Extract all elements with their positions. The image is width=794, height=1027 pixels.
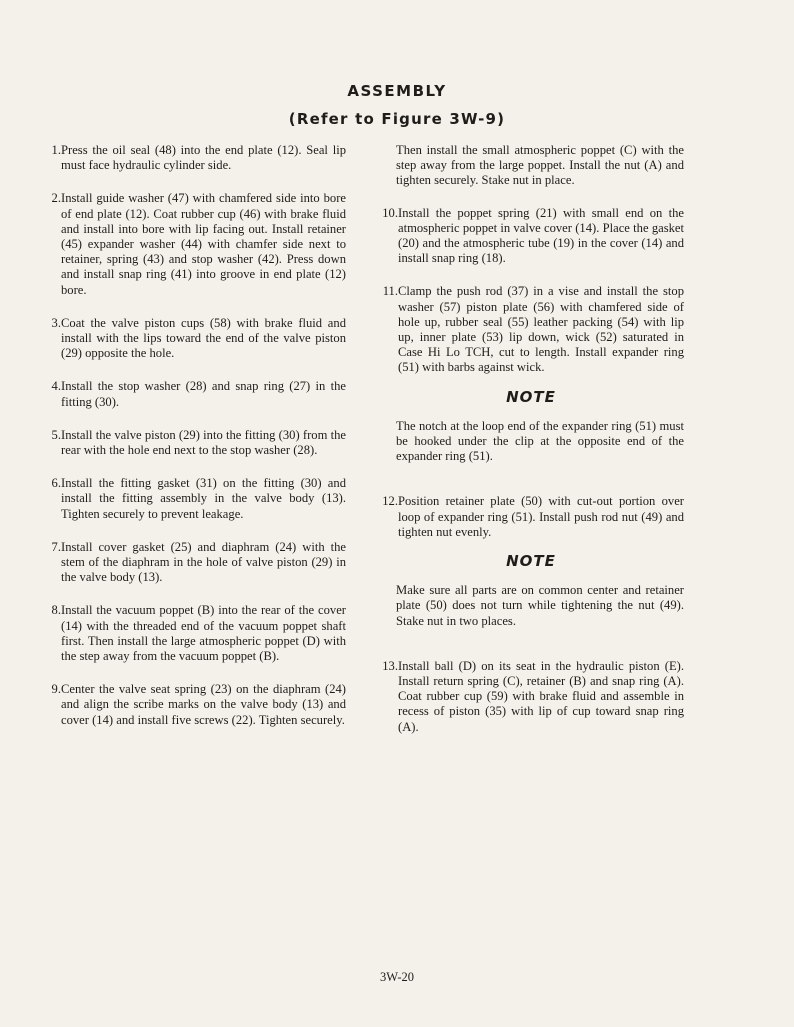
figure-reference: (Refer to Figure 3W-9) [288,110,506,128]
section-title: ASSEMBLY [347,82,447,100]
step-number: 2. [51,191,61,206]
step-number: 11. [382,284,398,299]
step-number: 7. [51,539,61,554]
note-heading: NOTE [506,387,556,406]
step-number: 6. [51,476,61,491]
step-4 [44,379,346,409]
step-text: Install cover gasket (25) and diaphram (24) with the stem of the diaphram in the hole of valve piston (29) in the valve body (13). [61,539,346,585]
step-7 [44,540,346,586]
step-number: 13. [382,658,398,673]
note-text: The notch at the loop end of the expander ring (51) must be hooked under the clip at the opposite end of the expander ring (51). [396,418,684,464]
step-10 [378,206,684,267]
step-8 [44,603,346,664]
step-text: Position retainer plate (50) with cut-out portion over loop of expander ring (51). Install push rod nut (49) and tighten nut evenly. [398,494,684,539]
step-13 [378,659,684,735]
step-text: Install the valve piston (29) into the fitting (30) from the rear with the hole end next to the stop washer (28). [61,427,346,458]
step-number: 1. [51,143,61,157]
step-number: 12. [382,494,398,509]
step-number: 4. [51,379,61,394]
step-text: Clamp the push rod (37) in a vise and install the stop washer (57) piston plate (56) with chamfered side of hole up, rubber seal (55) leather packing (54) with lip up, inner plate (53) lip down, wick (52) saturated in Case Hi Lo TCH, cut to length. Install expander ring (51) with barbs against wick. [398,284,684,375]
step-text: Install the vacuum poppet (B) into the rear of the cover (14) with the threaded end of the vacuum poppet shaft first. Then install the large atmospheric poppet (D) with the step away from the vacuum poppet (B). [61,603,346,664]
step-12 [378,494,684,540]
step-11 [378,284,684,375]
step-number: 8. [51,603,61,618]
step-6 [44,476,346,522]
step-text: Coat the valve piston cups (58) with brake fluid and install with the lips toward the end of the valve piston (29) opposite the hole. [61,315,346,361]
step-text: Install the poppet spring (21) with small end on the atmospheric poppet in valve cover (14). Place the gasket (20) and the atmospheric tube (19) in the cover (14) and install snap ring (18). [398,205,684,266]
step-2 [44,191,346,297]
right-column [378,143,684,735]
note-heading: NOTE [506,552,556,571]
step-8-continuation: Then install the small atmospheric poppet (C) with the step away from the large poppet. Install the nut (A) and tighten securely. Stake nut in place. [396,143,684,188]
step-number: 3. [51,315,61,330]
page-number: 3W-20 [379,970,415,984]
step-5 [44,428,346,458]
step-text: Install guide washer (47) with chamfered side into bore of end plate (12). Coat rubber cup (46) with brake fluid and install into bore with lip facing out. Install retainer (45) expander washer (44) with chamfer side next to retainer, spring (43) and stop washer (42). Press down and install snap ring (41) into groove in end plate (12) bore. [61,191,346,297]
step-text: Install ball (D) on its seat in the hydraulic piston (E). Install return spring (C), retainer (B) and snap ring (A). Coat rubber cup (59) with brake fluid and assemble in recess of piston (35) with lip of cup toward snap ring (A). [398,658,684,734]
step-number: 10. [382,205,398,220]
step-number: 5. [51,427,61,442]
step-number: 9. [51,682,61,697]
left-column [44,143,346,728]
step-text: Press the oil seal (48) into the end plate (12). Seal lip must face hydraulic cylinder side. [61,143,346,173]
step-text: Install the stop washer (28) and snap ring (27) in the fitting (30). [61,379,346,409]
note-text: Make sure all parts are on common center and retainer plate (50) does not turn while tightening the nut (49). Stake nut in two places. [396,583,684,628]
step-9 [44,682,346,728]
step-text: Install the fitting gasket (31) on the fitting (30) and install the fitting assembly in the valve body (13). Tighten securely to prevent leakage. [61,476,346,521]
step-1 [44,143,346,173]
step-3 [44,316,346,362]
step-text: Center the valve seat spring (23) on the diaphram (24) and align the scribe marks on the valve body (13) and cover (14) and install five screws (22). Tighten securely. [61,682,346,727]
